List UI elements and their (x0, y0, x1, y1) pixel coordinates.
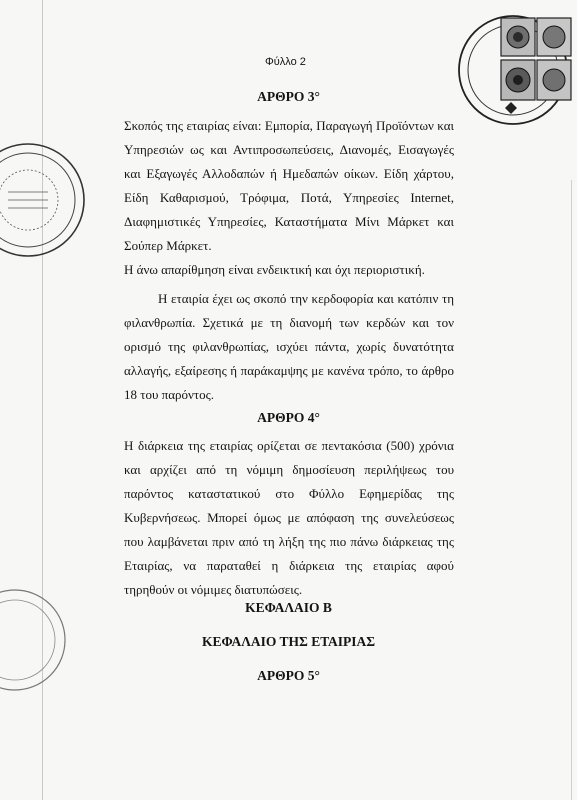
chapter-b-label: ΚΕΦΑΛΑΙΟ Β (245, 600, 332, 615)
article-3-paragraph-2: Η άνω απαρίθμηση είναι ενδεικτική και όχι περιοριστική. (124, 262, 425, 277)
article-4-paragraph-1: Η διάρκεια της εταιρίας ορίζεται σε πεντακόσια (500) χρόνια και αρχίζει από τη νόμιμη δημοσίευση περιλήψεως του παρόντος καταστατικού στο Φύλλο Εφημερίδας της Κυβερνήσεως. Μπορεί όμως με απόφαση της συνελεύσεως που λαμβάνεται πριν από τη λήξη της πιο πάνω διάρκειας της Εταιρίας, να παραταθεί η διάρκεια της εταιρίας αφού τηρηθούν οι νόμιμες διατυπώσεις. (124, 438, 454, 597)
article-3-paragraph-3: Η εταιρία έχει ως σκοπό την κερδοφορία και κατόπιν τη φιλανθρωπία. Σχετικά με τη διανομή των κερδών και τον ορισμό της φιλανθρωπίας, ισχύει πάντα, χωρίς δυνατότητα αλλαγής, εξαίρεσης ή παράκαμψης με κανένα τρόπο, το άρθρο 18 του παρόντος. (124, 291, 454, 402)
article-3-title: ΑΡΘΡΟ 3° (257, 89, 320, 104)
left-official-seal (0, 140, 88, 260)
right-official-seal-with-stamps (455, 8, 577, 133)
chapter-b-subtitle: ΚΕΦΑΛΑΙΟ ΤΗΣ ΕΤΑΙΡΙΑΣ (201, 634, 376, 649)
page-edge-line (571, 180, 572, 800)
sheet-number: Φύλλο 2 (265, 56, 306, 68)
article-4-title: ΑΡΘΡΟ 4° (257, 410, 320, 425)
article-3-paragraph-1: Σκοπός της εταιρίας είναι: Εμπορία, Παραγωγή Προϊόντων και Υπηρεσιών ως και Αντιπροσωπεύσεις, Διανομές, Εισαγωγές και Εξαγωγές Αλλοδαπών ή Ημεδαπών οίκων. Είδη χάρτου, Είδη Καθαρισμού, Τρόφιμα, Ποτά, Υπηρεσίες Internet, Διαφημιστικές Υπηρεσίες, Καταστήματα Μίνι Μάρκετ και Σούπερ Μάρκετ. (124, 118, 454, 253)
article-5-title: ΑΡΘΡΟ 5° (257, 668, 320, 683)
